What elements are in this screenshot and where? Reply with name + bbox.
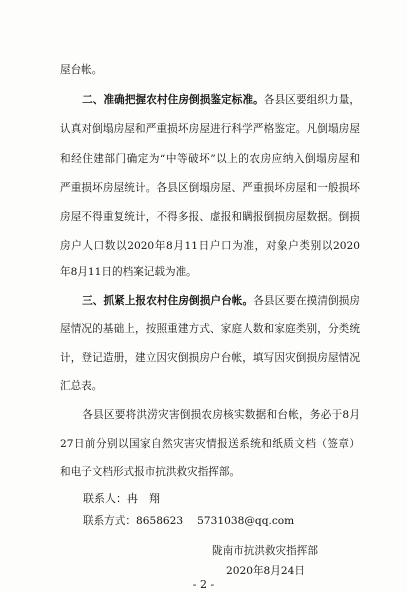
text: 各县区要在摸清倒损房 [253,295,361,307]
paragraph-line: 认真对倒塌房屋和严重损坏房屋进行科学严格鉴定。凡倒塌房屋 [60,123,360,135]
paragraph-line: 计，登记造册，建立因灾倒损房户台帐，填写因灾倒损房屋情况 [60,352,360,364]
section-heading-line [60,294,360,308]
signature-org: 陇南市抗洪救灾指挥部 [212,545,318,557]
paragraph-line [60,408,360,422]
paragraph-line: 汇总表。 [60,380,103,392]
contact-phone: 8658623 [135,515,184,527]
contact-person-name: 冉 翔 [127,492,160,505]
paragraph-line: 年8月11日的档案记载为准。 [60,266,197,278]
paragraph-line: 屋情况的基础上，按照重建方式、家庭人数和家庭类别，分类统 [60,323,360,335]
page-number: - 2 - [192,578,215,591]
paragraph-line: 严重损坏房屋统计。各县区倒塌房屋、严重损坏房屋和一般损坏 [60,182,360,194]
contact-method-label: 联系方式： [83,515,136,527]
signature-date: 2020年8月24日 [226,565,305,577]
contact-person-label: 联系人： [83,492,127,505]
contact-person [83,490,160,506]
contact-method [83,513,294,528]
text: 各县区要组织力量， [263,94,361,106]
paragraph-line: 和电子文档形式报市抗洪救灾指挥部。 [60,466,241,478]
paragraph-line: 和经住建部门确定为“中等破坏”以上的农房应纳入倒塌房屋和 [60,153,360,165]
section-heading-line [60,93,360,107]
text: 屋台帐。 [60,64,103,76]
section-heading: 三、抓紧上报农村住房倒损户台帐。 [82,295,254,307]
contact-email: 573103​8@qq.com [197,515,295,527]
section-heading: 二、准确把握农村住房倒损鉴定标准。 [82,94,264,106]
paragraph-line [60,63,360,77]
paragraph-line: 房屋不得重复统计，不得多报、虚报和瞒报倒损房屋数据。倒损 [60,211,360,223]
paragraph-line: 房户人口数以2020年8月11日户口为准，对象户类别以2020 [60,240,360,252]
paragraph-line: 27日前分别以国家自然灾害灾情报送系统和纸质文档（签章） [60,438,360,450]
text: 各县区要将洪涝灾害倒损农房核实数据和台帐，务必于8月 [82,409,360,421]
